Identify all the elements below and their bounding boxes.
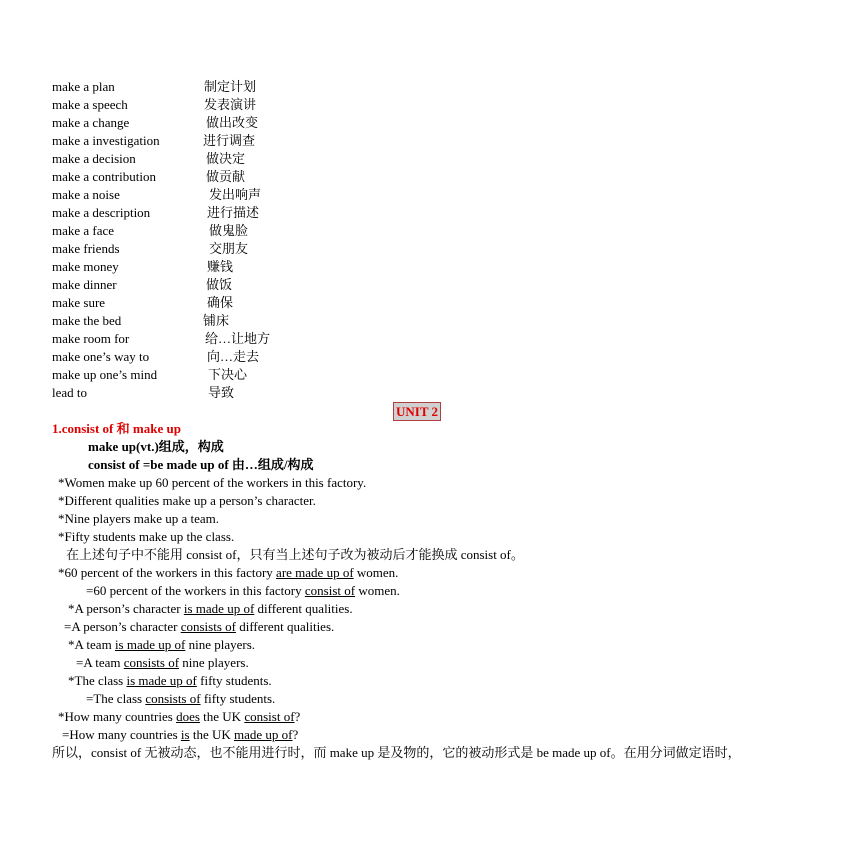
- example-sentence: *Women make up 60 percent of the workers in this factory.: [58, 475, 367, 490]
- phrase-cn: 导致: [208, 385, 235, 400]
- phrase-cn: 发出响声: [209, 187, 262, 202]
- phrase-en: make the bed: [52, 313, 122, 328]
- underlined-phrase: does: [176, 709, 200, 724]
- text-part: *60 percent of the workers in this factory: [58, 565, 277, 580]
- question-example: [58, 708, 300, 726]
- text-part: ?: [292, 727, 299, 742]
- phrase-cn: 做贡献: [206, 169, 246, 184]
- phrase-cn: 做出改变: [206, 115, 259, 130]
- phrase-en: make a investigation: [52, 133, 160, 148]
- phrase-en: make a face: [52, 223, 115, 238]
- underlined-phrase: consists of: [145, 691, 201, 706]
- underlined-phrase: is made up of: [126, 673, 197, 688]
- phrase-cn: 进行调查: [203, 133, 256, 148]
- passive-example: [68, 600, 353, 618]
- phrase-cn: 发表演讲: [204, 97, 257, 112]
- text-part: *A team: [68, 637, 115, 652]
- phrase-cn: 向…走去: [207, 349, 260, 364]
- phrase-en: make one’s way to: [52, 349, 150, 364]
- phrase-cn: 做决定: [206, 151, 246, 166]
- underlined-phrase: consists of: [123, 655, 180, 670]
- phrase-cn: 给…让地方: [205, 331, 271, 346]
- passive-example: [68, 672, 272, 690]
- example-sentence: *Fifty students make up the class.: [58, 529, 235, 544]
- phrase-en: make a plan: [52, 79, 115, 94]
- underlined-phrase: made up of: [234, 727, 293, 742]
- underlined-phrase: is: [180, 727, 190, 742]
- underlined-phrase: consist of: [244, 709, 295, 724]
- phrase-cn: 铺床: [203, 313, 230, 328]
- definition-consist-of: consist of =be made up of 由…组成/构成: [88, 457, 314, 472]
- phrase-cn: 进行描述: [207, 205, 260, 220]
- text-part: different qualities.: [254, 601, 353, 616]
- text-part: =A team: [76, 655, 124, 670]
- text-part: the UK: [199, 709, 245, 724]
- phrase-cn: 制定计划: [204, 79, 257, 94]
- example-sentence: *Nine players make up a team.: [58, 511, 219, 526]
- passive-example: [58, 564, 398, 582]
- text-part: nine players.: [185, 637, 256, 652]
- phrase-en: make a decision: [52, 151, 136, 166]
- unit-heading: UNIT 2: [393, 402, 441, 421]
- text-part: fifty students.: [200, 691, 276, 706]
- phrase-cn: 做饭: [206, 277, 233, 292]
- phrase-cn: 确保: [207, 295, 234, 310]
- underlined-phrase: consists of: [180, 619, 236, 634]
- definition-make-up: make up(vt.)组成，构成: [88, 439, 224, 454]
- text-part: *How many countries: [58, 709, 177, 724]
- text-part: =60 percent of the workers in this factory: [86, 583, 305, 598]
- phrase-en: make sure: [52, 295, 106, 310]
- summary-note: 所以，consist of 无被动态，也不能用进行时，而 make up 是及物的，它的被动形式是 be made up of。在用分词做定语时，: [52, 745, 741, 760]
- phrase-cn: 做鬼脸: [209, 223, 249, 238]
- question-example: [62, 726, 298, 744]
- example-sentence: *Different qualities make up a person’s character.: [58, 493, 316, 508]
- phrase-en: make a contribution: [52, 169, 156, 184]
- note-text: 在上述句子中不能用 consist of，只有当上述句子改为被动后才能换成 consist of。: [66, 547, 524, 562]
- phrase-en: make a noise: [52, 187, 120, 202]
- text-part: *A person’s character: [68, 601, 184, 616]
- equivalent-example: [86, 690, 275, 708]
- underlined-phrase: is made up of: [183, 601, 255, 616]
- text-part: ?: [294, 709, 301, 724]
- text-part: women.: [353, 565, 399, 580]
- text-part: =The class: [86, 691, 146, 706]
- phrase-en: make up one’s mind: [52, 367, 158, 382]
- phrase-cn: 下决心: [208, 367, 248, 382]
- underlined-phrase: is made up of: [114, 637, 186, 652]
- phrase-en: make room for: [52, 331, 130, 346]
- phrase-cn: 交朋友: [209, 241, 249, 256]
- phrase-en: make a change: [52, 115, 130, 130]
- phrase-en: make a description: [52, 205, 151, 220]
- equivalent-example: [64, 618, 334, 636]
- phrase-en: make friends: [52, 241, 120, 256]
- text-part: different qualities.: [235, 619, 335, 634]
- equivalent-example: [86, 582, 400, 600]
- section-title: 1.consist of 和 make up: [52, 421, 181, 436]
- text-part: *The class: [68, 673, 127, 688]
- phrase-en: lead to: [52, 385, 88, 400]
- phrase-en: make dinner: [52, 277, 117, 292]
- text-part: =A person’s character: [64, 619, 181, 634]
- underlined-phrase: are made up of: [276, 565, 354, 580]
- text-part: fifty students.: [196, 673, 272, 688]
- underlined-phrase: consist of: [304, 583, 356, 598]
- phrase-en: make money: [52, 259, 119, 274]
- text-part: nine players.: [179, 655, 249, 670]
- phrase-en: make a speech: [52, 97, 128, 112]
- equivalent-example: [76, 654, 249, 672]
- text-part: the UK: [189, 727, 234, 742]
- phrase-cn: 赚钱: [207, 259, 234, 274]
- text-part: =How many countries: [62, 727, 181, 742]
- text-part: women.: [355, 583, 400, 598]
- passive-example: [68, 636, 255, 654]
